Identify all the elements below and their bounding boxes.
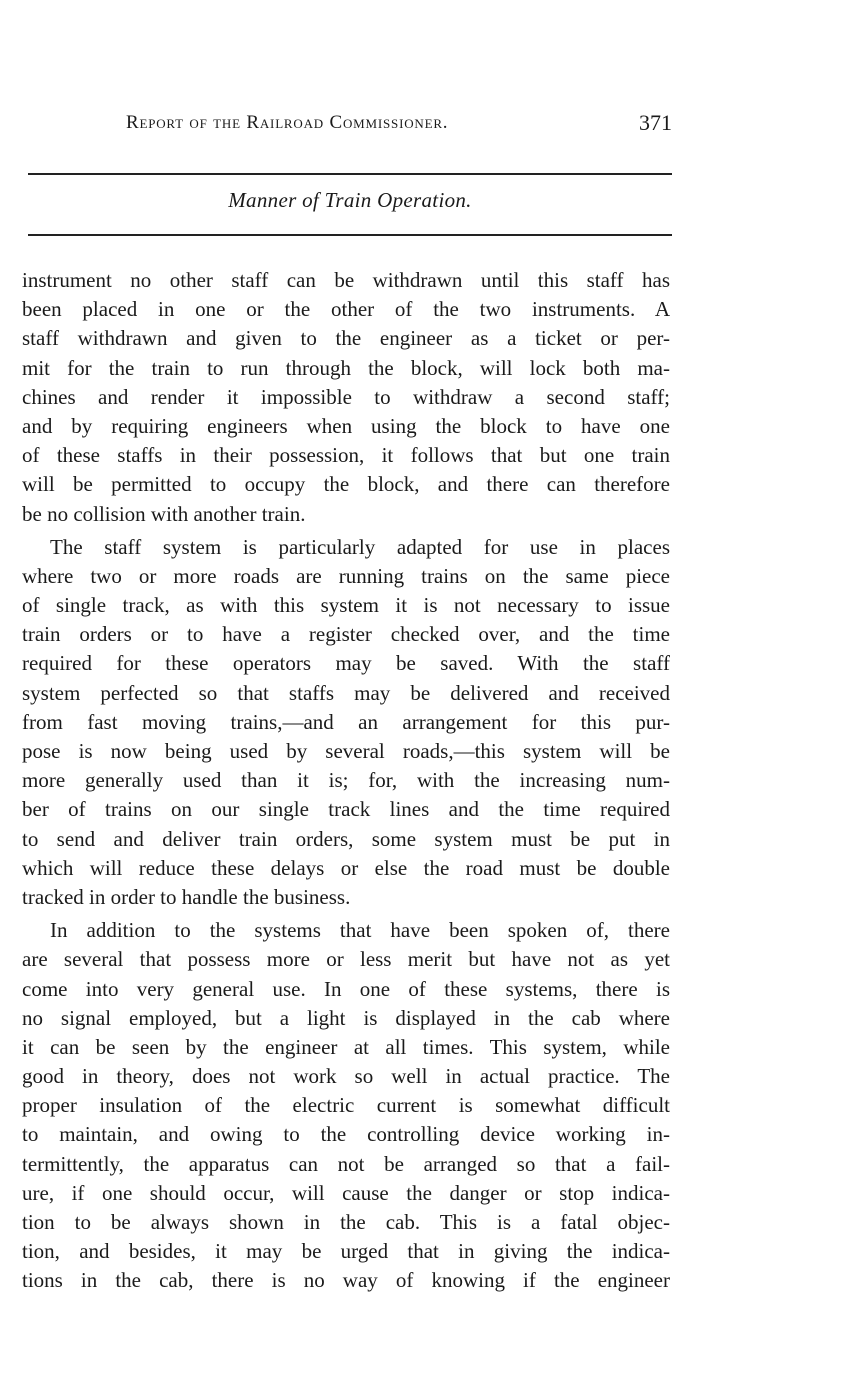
text-line: system perfected so that staffs may be delivered and received	[22, 680, 670, 705]
text-line: chines and render it impossible to withdraw a second staff;	[22, 384, 670, 409]
text-line: and by requiring engineers when using the block to have one	[22, 413, 670, 438]
text-line: The staff system is particularly adapted for use in places	[50, 534, 670, 559]
text-line: where two or more roads are running trains on the same piece	[22, 563, 670, 588]
text-line: be no collision with another train.	[22, 501, 306, 526]
text-line: to maintain, and owing to the controlling device working in-	[22, 1122, 670, 1147]
text-line: come into very general use. In one of these systems, there is	[22, 976, 670, 1001]
header-rule-top	[28, 173, 672, 175]
text-line: of these staffs in their possession, it follows that but one train	[22, 443, 670, 468]
text-line: required for these operators may be saved. With the staff	[22, 651, 670, 676]
text-line: of single track, as with this system it is not necessary to issue	[22, 593, 670, 618]
text-line: mit for the train to run through the block, will lock both ma-	[22, 355, 670, 380]
text-line: ure, if one should occur, will cause the danger or stop indica-	[22, 1180, 670, 1205]
text-line: tracked in order to handle the business.	[22, 884, 351, 909]
text-line: ber of trains on our single track lines and the time required	[22, 797, 670, 822]
text-line: train orders or to have a register checked over, and the time	[22, 622, 670, 647]
text-line: it can be seen by the engineer at all times. This system, while	[22, 1034, 670, 1059]
text-line: termittently, the apparatus can not be arranged so that a fail-	[22, 1151, 670, 1176]
header-rule-bottom	[28, 234, 672, 236]
text-line: will be permitted to occupy the block, and there can therefore	[22, 472, 670, 497]
text-line: are several that possess more or less merit but have not as yet	[22, 947, 670, 972]
text-line: tion to be always shown in the cab. This is a fatal objec-	[22, 1210, 670, 1234]
text-line: staff withdrawn and given to the engineer as a ticket or per-	[22, 326, 670, 351]
text-line: tion, and besides, it may be urged that in giving the indica-	[22, 1239, 670, 1264]
text-line: from fast moving trains,—and an arrangement for this pur-	[22, 709, 670, 734]
paragraph-2	[22, 533, 670, 912]
running-title: Report of the Railroad Commissioner.	[126, 112, 449, 133]
text-line: good in theory, does not work so well in actual practice. The	[22, 1064, 670, 1089]
running-head	[126, 112, 672, 144]
text-line: In addition to the systems that have been spoken of, there	[50, 918, 670, 943]
text-line: been placed in one or the other of the two instruments. A	[22, 297, 670, 322]
text-line: proper insulation of the electric current is somewhat difficult	[22, 1093, 670, 1118]
text-line: to send and deliver train orders, some system must be put in	[22, 826, 670, 851]
paragraph-3	[22, 916, 670, 1295]
text-line: which will reduce these delays or else the road must be double	[22, 855, 670, 880]
paragraph-1	[22, 266, 670, 529]
body-text	[22, 266, 670, 1296]
text-line: tions in the cab, there is no way of knowing if the engineer	[22, 1268, 670, 1293]
section-title: Manner of Train Operation.	[228, 188, 472, 212]
page-number: 371	[639, 110, 672, 135]
text-line: no signal employed, but a light is displayed in the cab where	[22, 1005, 670, 1030]
text-line: instrument no other staff can be withdrawn until this staff has	[22, 268, 670, 292]
text-line: more generally used than it is; for, with the increasing num-	[22, 768, 670, 793]
text-line: pose is now being used by several roads,—this system will be	[22, 739, 670, 763]
